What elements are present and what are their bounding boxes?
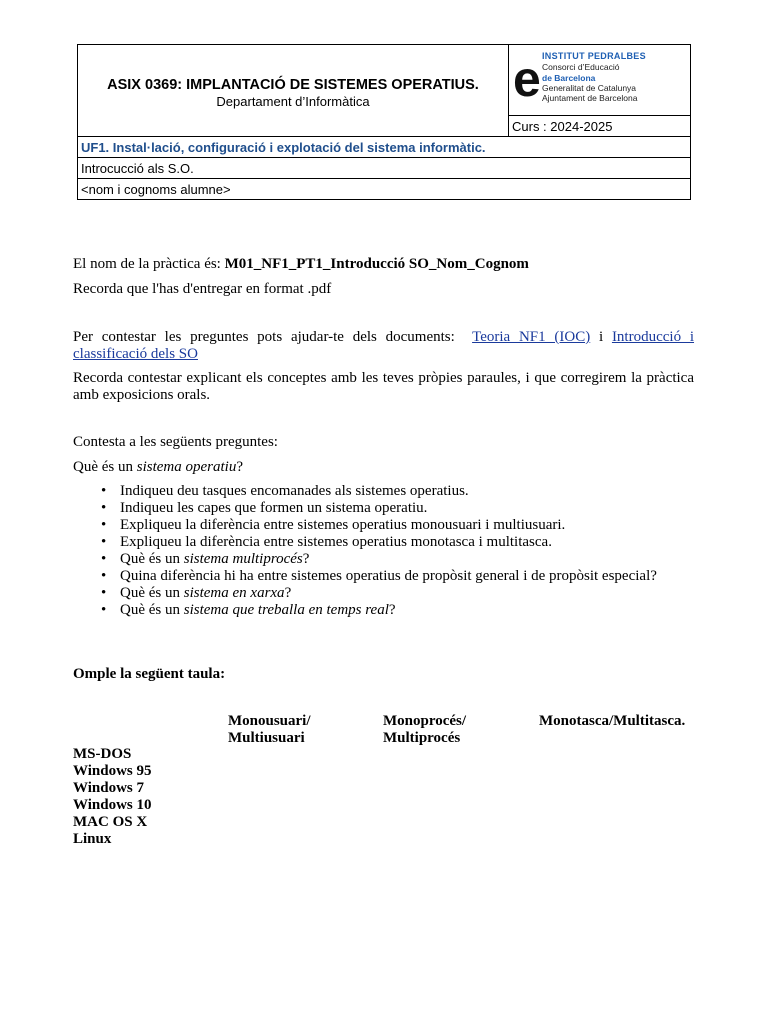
table-row: Windows 95: [73, 763, 152, 779]
os-row-list: [73, 746, 152, 848]
table-row: Windows 7: [73, 780, 145, 796]
list-item: • Què és un sistema que treballa en temps real?: [120, 602, 713, 619]
logo-institute: INSTITUT PEDRALBES: [542, 51, 646, 61]
practice-name-label: El nom de la pràctica és:: [73, 256, 225, 272]
main-question-suffix: ?: [236, 459, 244, 475]
main-question: [73, 459, 694, 476]
doc-link-classification[interactable]: Introducció i classificació dels SO: [73, 329, 695, 362]
student-name-placeholder: <nom i cognoms alumne>: [78, 179, 691, 200]
column-header-users: Monousuari/ Multiusuari: [228, 713, 311, 746]
list-item: • Què és un sistema multiprocés?: [120, 551, 713, 568]
practice-name-line: [73, 256, 694, 273]
documents-paragraph: [73, 329, 694, 363]
department-name: Departament d’Informàtica: [216, 93, 370, 109]
table-row: Linux: [73, 831, 112, 847]
list-item: • Indiqueu les capes que formen un sistema operatiu.: [120, 500, 713, 517]
table-heading: Omple la següent taula:: [73, 666, 226, 682]
practice-name-value: M01_NF1_PT1_Introducció SO_Nom_Cognom: [224, 256, 529, 272]
questions-heading: Contesta a les següents preguntes:: [73, 434, 278, 450]
question-list: [73, 483, 713, 619]
doc-link-ioc[interactable]: Teoria NF1 (IOC): [472, 329, 591, 345]
column-header-tasks: Monotasca/Multitasca.: [539, 713, 686, 729]
logo-cell: [509, 45, 691, 116]
table-row: Windows 10: [73, 797, 152, 813]
list-item: • Expliqueu la diferència entre sistemes operatius monousuari i multiusuari.: [120, 517, 713, 534]
documents-joiner: i: [590, 329, 612, 345]
unit-title: UF1. Instal·lació, configuració i explotació del sistema informàtic.: [78, 137, 691, 158]
column-header-process: Monoprocés/ Multiprocés: [383, 713, 467, 746]
explain-note: Recorda contestar explicant els conceptes amb les teves pròpies paraules, i que corregirem la pràctica amb exposicions orals.: [73, 370, 694, 403]
school-year: Curs : 2024-2025: [509, 116, 691, 137]
documents-prefix: Per contestar les preguntes pots ajudar-te dels documents:: [73, 329, 473, 345]
table-row: MAC OS X: [73, 814, 148, 830]
list-item: • Expliqueu la diferència entre sistemes operatius monotasca i multitasca.: [120, 534, 713, 551]
list-item: • Indiqueu deu tasques encomanades als sistemes operatius.: [120, 483, 713, 500]
logo-line-3: Generalitat de Catalunya: [542, 82, 637, 93]
course-title: ASIX 0369: IMPLANTACIÓ DE SISTEMES OPERATIUS.: [107, 76, 479, 93]
course-title-cell: [78, 45, 509, 137]
table-row: MS-DOS: [73, 746, 132, 762]
list-item: • Quina diferència hi ha entre sistemes operatius de propòsit general i de propòsit especial?: [120, 568, 713, 585]
format-note: Recorda que l'has d'entregar en format .pdf: [73, 281, 332, 297]
main-question-term: sistema operatiu: [136, 459, 237, 475]
topic-title: Introcucció als S.O.: [78, 158, 691, 179]
list-item: • Què és un sistema en xarxa?: [120, 585, 713, 602]
logo-line-2: de Barcelona: [542, 72, 596, 83]
logo-line-1: Consorci d’Educació: [542, 62, 620, 73]
main-question-prefix: Què és un: [73, 459, 137, 475]
institute-logo: [513, 47, 686, 113]
logo-text: [542, 51, 646, 103]
logo-line-4: Ajuntament de Barcelona: [542, 93, 638, 104]
logo-e-icon: e: [513, 51, 539, 107]
header-table: [77, 44, 691, 200]
